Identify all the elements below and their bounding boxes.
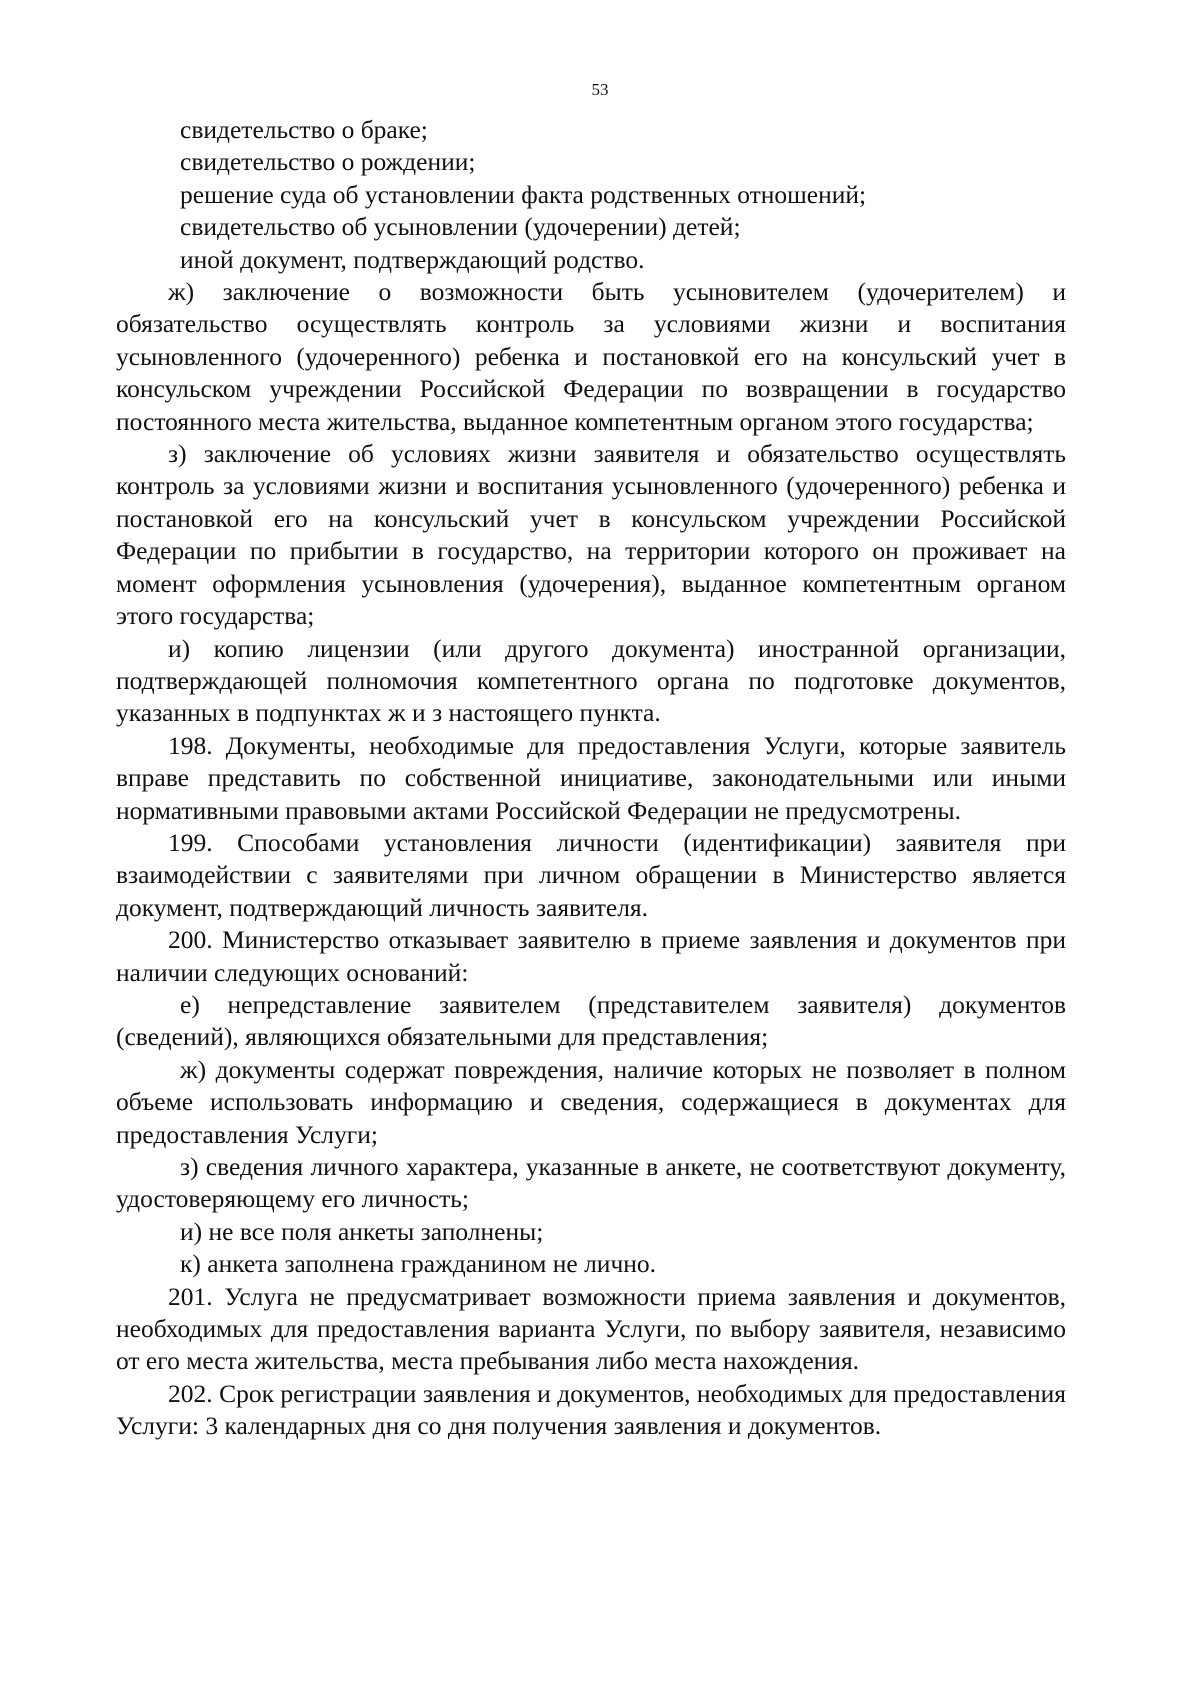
paragraph: 200. Министерство отказывает заявителю в приеме заявления и документов при наличии следующих оснований: — [116, 925, 1066, 987]
paragraph: свидетельство о рождении; — [180, 147, 476, 177]
paragraph: ж) документы содержат повреждения, наличие которых не позволяет в полном объеме использовать информацию и сведения, содержащиеся в документах для предоставления Услуги; — [116, 1054, 1066, 1149]
paragraph: решение суда об установлении факта родственных отношений; — [180, 179, 867, 209]
paragraph: свидетельство о браке; — [180, 115, 428, 144]
paragraph: к) анкета заполнена гражданином не лично. — [180, 1249, 657, 1279]
paragraph: иной документ, подтверждающий родство. — [180, 244, 645, 274]
paragraph: и) копию лицензии (или другого документа) иностранной организации, подтверждающей полномочия компетентного органа по подготовке документов, указанных в подпунктах ж и з настоящего пункта. — [116, 633, 1066, 728]
paragraph: з) сведения личного характера, указанные в анкете, не соответствуют документу, удостоверяющему его личность; — [116, 1152, 1066, 1214]
paragraph: з) заключение об условиях жизни заявителя и обязательство осуществлять контроль за условиями жизни и воспитания усыновленного (удочеренного) ребенка и постановкой его на консульский учет в консульском учреждении Российской Федерации по прибытии в государство, на территории которого он проживает на момент оформления усыновления (удочерения), выданное компетентным органом этого государства; — [116, 439, 1066, 631]
paragraph: 201. Услуга не предусматривает возможности приема заявления и документов, необходимых для предоставления варианта Услуги, по выбору заявителя, независимо от его места жительства, места пребывания либо места нахождения. — [116, 1281, 1066, 1376]
paragraph: и) не все поля анкеты заполнены; — [180, 1216, 544, 1246]
paragraph: е) непредставление заявителем (представителем заявителя) документов (сведений), являющихся обязательными для представления; — [116, 989, 1066, 1052]
paragraph: 202. Срок регистрации заявления и документов, необходимых для предоставления Услуги: 3 календарных дня со дня получения заявления и документов. — [116, 1378, 1066, 1441]
page-number: 53 — [591, 80, 609, 99]
paragraph: 198. Документы, необходимые для предоставления Услуги, которые заявитель вправе представить по собственной инициативе, законодательными или иными нормативными правовыми актами Российской Федерации не предусмотрены. — [116, 730, 1066, 825]
paragraph: свидетельство об усыновлении (удочерении) детей; — [180, 212, 741, 242]
document-body — [116, 114, 1066, 1443]
paragraph: ж) заключение о возможности быть усыновителем (удочерителем) и обязательство осуществлять контроль за условиями жизни и воспитания усыновленного (удочеренного) ребенка и постановкой его на консульский учет в консульском учреждении Российской Федерации по возвращении в государство постоянного места жительства, выданное компетентным органом этого государства; — [116, 277, 1066, 436]
paragraph: 199. Способами установления личности (идентификации) заявителя при взаимодействии с заявителями при личном обращении в Министерство является документ, подтверждающий личность заявителя. — [116, 827, 1066, 922]
